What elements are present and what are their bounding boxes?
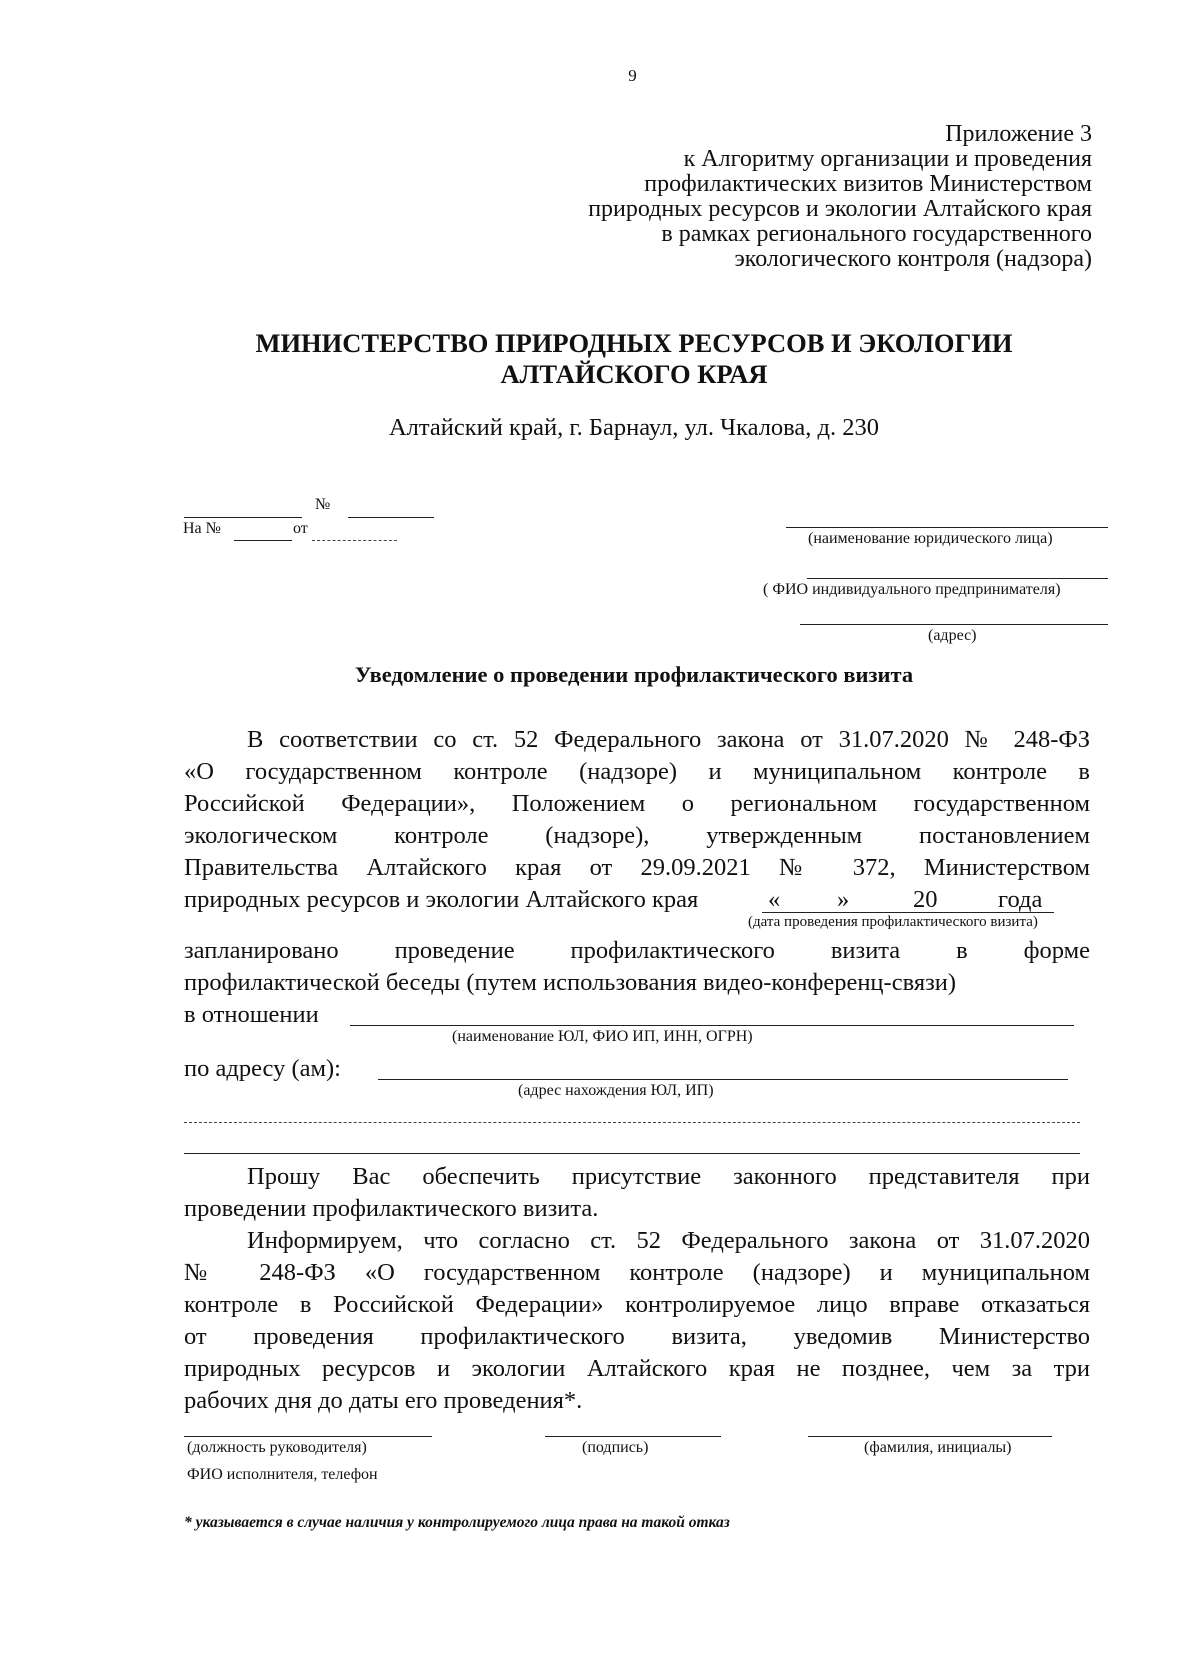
paragraph-line: Прошу Вас обеспечить присутствие законного представителя при [247,1163,1090,1190]
date-year-suffix: года [998,886,1043,913]
paragraph-line: № 248-ФЗ «О государственном контроле (надзоре) и муниципальном [184,1259,1090,1286]
date-line-prefix: природных ресурсов и экологии Алтайского края [184,886,699,913]
footnote: * указывается в случае наличия у контролируемого лица права на такой отказ [184,1514,730,1531]
paragraph-line: природных ресурсов и экологии Алтайского края не позднее, чем за три [184,1355,1090,1382]
annex-line: экологического контроля (надзора) [734,246,1092,272]
paragraph-line: Российской Федерации», Положением о региональном государственном [184,790,1090,817]
ministry-line: АЛТАЙСКОГО КРАЯ [500,359,768,389]
paragraph-line: экологическом контроле (надзоре), утвержденным постановлением [184,822,1090,849]
paragraph-line: от проведения профилактического визита, уведомив Министерство [184,1323,1090,1350]
entrepreneur-line [807,578,1108,579]
recipient-address-line [800,624,1108,625]
regarding-caption: (наименование ЮЛ, ФИО ИП, ИНН, ОГРН) [452,1028,753,1045]
position-caption: (должность руководителя) [187,1439,367,1456]
legal-entity-caption: (наименование юридического лица) [808,530,1053,547]
paragraph-line: «О государственном контроле (надзоре) и муниципальном контроле в [184,758,1090,785]
name-line [808,1436,1052,1437]
paragraph-line: контроле в Российской Федерации» контролируемое лицо вправе отказаться [184,1291,1090,1318]
paragraph-line: В соответствии со ст. 52 Федерального закона от 31.07.2020 № 248-ФЗ [247,726,1090,753]
annex-line: природных ресурсов и экологии Алтайского края [588,196,1092,222]
recipient-address-caption: (адрес) [928,627,977,644]
extra-address-line [184,1122,1080,1123]
reply-from-label: от [293,520,308,537]
page-number: 9 [628,66,637,85]
address-caption: (адрес нахождения ЮЛ, ИП) [518,1082,714,1099]
date-year: 20 [913,886,938,913]
signature-caption: (подпись) [582,1439,649,1456]
regarding-label: в отношении [184,1001,319,1028]
annex-line: в рамках регионального государственного [661,221,1092,247]
address-label: по адресу (ам): [184,1055,341,1082]
regarding-line [350,1025,1074,1026]
signature-line [545,1436,721,1437]
reg-number-line [348,517,434,518]
paragraph-line: профилактической беседы (путем использования видео-конференц-связи) [184,969,957,996]
ministry-line: МИНИСТЕРСТВО ПРИРОДНЫХ РЕСУРСОВ И ЭКОЛОГИИ [255,328,1013,358]
annex-line: профилактических визитов Министерством [644,171,1092,197]
paragraph-line: Информируем, что согласно ст. 52 Федерального закона от 31.07.2020 [247,1227,1090,1254]
date-close-quote: » [837,886,850,913]
extra-address-line [184,1153,1080,1154]
visit-address-line [378,1079,1068,1080]
date-caption: (дата проведения профилактического визита) [748,914,1038,930]
date-open-quote: « [768,886,781,913]
annex-header [588,122,1092,272]
ministry-name [0,328,1200,390]
legal-entity-line [786,527,1108,528]
reply-date-line [312,540,397,541]
notice-title: Уведомление о проведении профилактического визита [354,662,914,687]
executor-label: ФИО исполнителя, телефон [187,1466,378,1483]
paragraph-line: проведении профилактического визита. [184,1195,599,1222]
reply-number-label: На № [183,520,221,537]
number-sign: № [315,496,331,513]
position-line [184,1436,432,1437]
annex-line: к Алгоритму организации и проведения [683,146,1092,172]
paragraph-line: рабочих дня до даты его проведения*. [184,1387,583,1414]
reply-number-line [234,540,292,541]
name-caption: (фамилия, инициалы) [864,1439,1012,1456]
visit-date-line [762,912,1054,913]
entrepreneur-caption: ( ФИО индивидуального предпринимателя) [763,581,1061,598]
paragraph-line: Правительства Алтайского края от 29.09.2021 № 372, Министерством [184,854,1090,881]
reg-date-line [184,517,302,518]
ministry-address: Алтайский край, г. Барнаул, ул. Чкалова, д. 230 [388,414,880,441]
annex-line: Приложение 3 [945,121,1092,147]
paragraph-line: запланировано проведение профилактического визита в форме [184,937,1090,964]
